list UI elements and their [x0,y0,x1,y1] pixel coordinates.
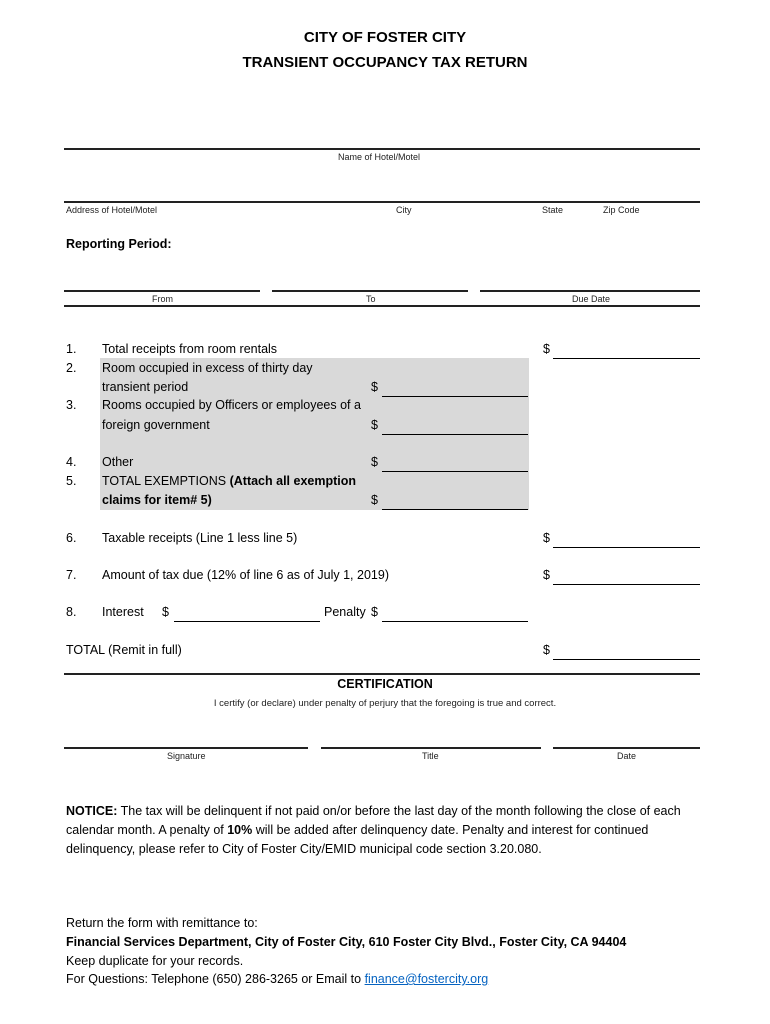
line-2-label-a: Room occupied in excess of thirty day [102,361,313,375]
state-label: State [542,205,564,215]
title-label: Title [422,751,439,761]
notice-paragraph: NOTICE: The tax will be delinquent if not paid on/or before the last day of the month following the close of each calendar month. A penalty of 10% will be added after delinquency date. Penalty and interest for continued delinquency, please refer to City of Foster City/EMID municipal code section 3.20.080. [66,804,681,856]
penalty-amount-field[interactable] [382,621,528,622]
questions-line: For Questions: Telephone (650) 286-3265 or Email to finance@fostercity.org [66,972,489,986]
line-5-number: 5. [66,474,77,488]
line-4-number: 4. [66,455,77,469]
interest-amount-field[interactable] [174,621,320,622]
line-1-label: Total receipts from room rentals [102,342,278,356]
line-2-number: 2. [66,361,77,375]
address-label: Address of Hotel/Motel [66,205,158,215]
line-6-dollar: $ [543,531,550,545]
line-3-dollar: $ [371,418,378,432]
line-7-dollar: $ [543,568,550,582]
certification-text: I certify (or declare) under penalty of perjury that the foregoing is true and correct. [213,698,557,709]
line-1-amount-field[interactable] [553,358,700,359]
line-3-label-a: Rooms occupied by Officers or employees of a [102,398,361,412]
certification-title: CERTIFICATION [337,677,433,691]
form-subtitle: TRANSIENT OCCUPANCY TAX RETURN [242,54,528,71]
line-2-dollar: $ [371,380,378,394]
line-5-dollar: $ [371,493,378,507]
keep-duplicate: Keep duplicate for your records. [66,954,244,968]
line-3-amount-field[interactable] [382,434,528,435]
reporting-period-label: Reporting Period: [66,237,172,251]
total-label: TOTAL (Remit in full) [66,643,182,657]
line-8-penalty-label: Penalty [324,605,366,619]
city-label: City [396,205,412,215]
zip-label: Zip Code [603,205,640,215]
certification-divider [64,673,700,675]
hotel-name-field[interactable] [64,148,700,150]
line-5-label-b: claims for item# 5) [102,493,212,507]
line-2-label-b: transient period [102,380,189,394]
signature-field[interactable] [64,747,308,749]
line-5-label-a: TOTAL EXEMPTIONS (Attach all exemption [102,474,357,488]
section-divider [64,305,700,307]
line-6-amount-field[interactable] [553,547,700,548]
line-1-number: 1. [66,342,77,356]
line-5-amount-field[interactable] [382,509,528,510]
to-label: To [366,294,376,304]
signature-label: Signature [167,751,206,761]
line-7-label: Amount of tax due (12% of line 6 as of July 1, 2019) [102,568,389,582]
line-8-penalty-dollar: $ [371,605,378,619]
line-7-amount-field[interactable] [553,584,700,585]
line-3-number: 3. [66,398,77,412]
line-4-dollar: $ [371,455,378,469]
date-label: Date [617,751,637,761]
to-field[interactable] [272,290,468,292]
total-amount-field[interactable] [553,659,700,660]
date-field[interactable] [553,747,700,749]
line-8-interest-dollar: $ [162,605,169,619]
return-instruction: Return the form with remittance to: [66,916,258,930]
line-8-interest-label: Interest [102,605,144,619]
from-field[interactable] [64,290,260,292]
line-2-amount-field[interactable] [382,396,528,397]
line-6-label: Taxable receipts (Line 1 less line 5) [102,531,298,545]
line-6-number: 6. [66,531,77,545]
line-1-dollar: $ [543,342,550,356]
form-title: CITY OF FOSTER CITY [303,29,467,46]
due-date-field[interactable] [480,290,700,292]
due-date-label: Due Date [572,294,611,304]
line-4-amount-field[interactable] [382,471,528,472]
email-link[interactable]: finance@fostercity.org [364,972,489,986]
hotel-name-label: Name of Hotel/Motel [338,152,421,162]
line-3-label-b: foreign government [102,418,210,432]
line-8-number: 8. [66,605,77,619]
remit-address: Financial Services Department, City of Foster City, 610 Foster City Blvd., Foster City, CA 94404 [66,935,627,949]
line-7-number: 7. [66,568,77,582]
title-field[interactable] [321,747,541,749]
line-4-label: Other [102,455,134,469]
address-field[interactable] [64,201,700,203]
from-label: From [152,294,173,304]
total-dollar: $ [543,643,550,657]
